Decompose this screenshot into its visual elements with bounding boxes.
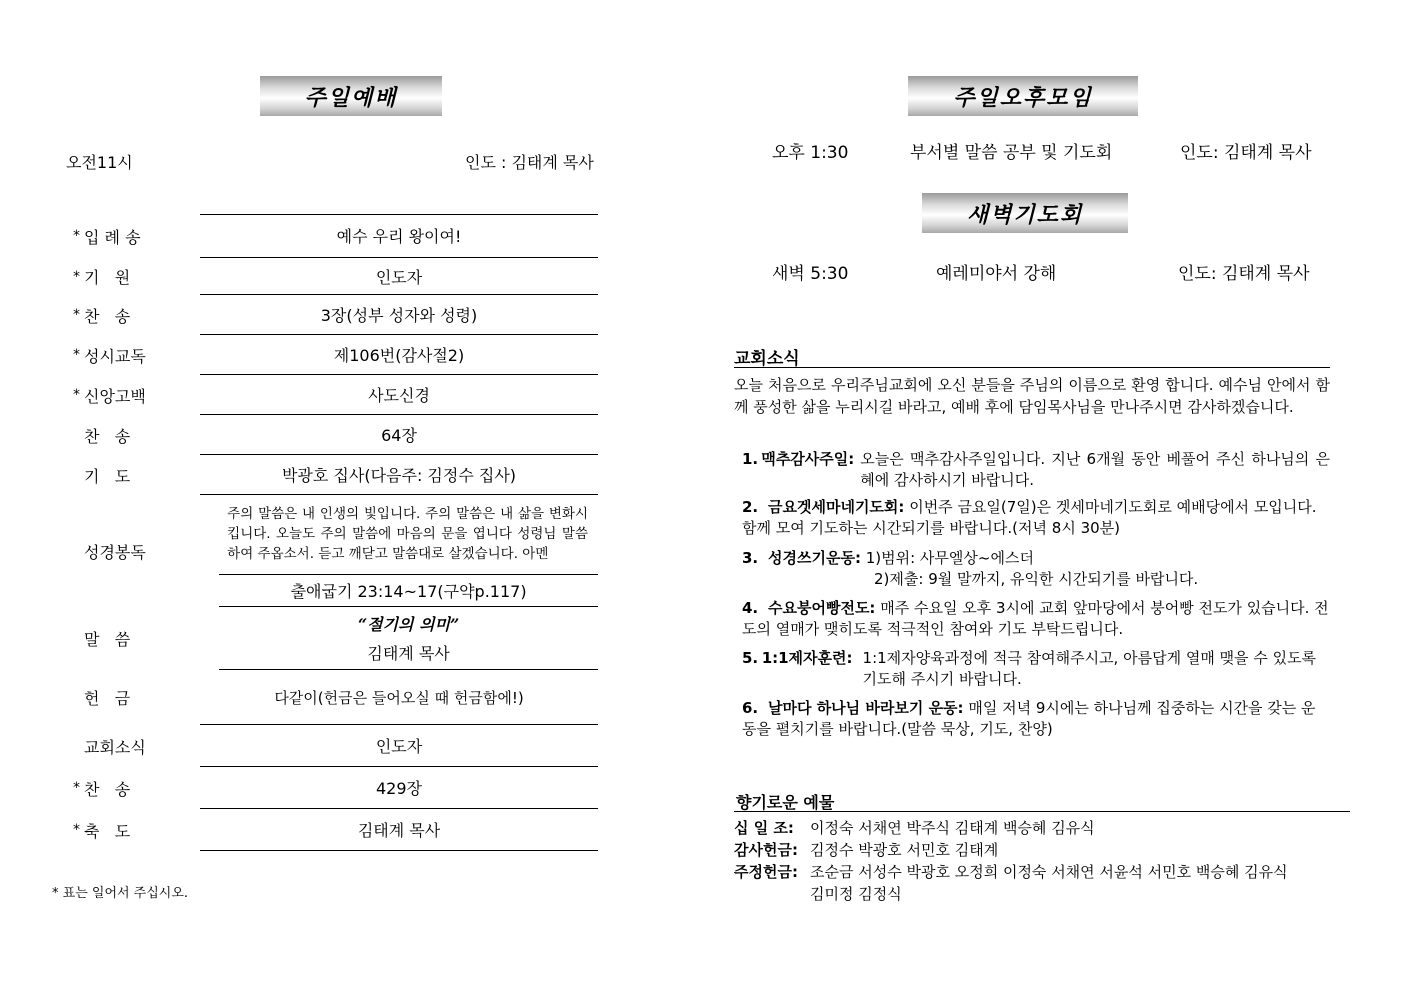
order-row <box>58 415 598 455</box>
order-value: 64장 <box>381 426 417 445</box>
order-row <box>58 767 598 809</box>
news-item <box>742 598 1330 640</box>
gift-label: 감사헌금: <box>734 841 798 859</box>
news-item <box>742 648 1330 690</box>
order-value: 인도자 <box>375 737 423 756</box>
order-value: 429장 <box>376 779 422 798</box>
dawn-banner <box>922 193 1128 233</box>
sermon-label: 말 씀 <box>84 630 131 649</box>
order-value: 다같이(헌금은 들어오실 때 헌금함에!) <box>274 688 524 707</box>
dawn-time: 새벽 5:30 <box>772 264 849 284</box>
stand-marker: * <box>73 822 80 838</box>
news-item-title: 성경쓰기운동: <box>768 549 861 567</box>
afternoon-time: 오후 1:30 <box>772 143 849 163</box>
order-row <box>58 725 598 767</box>
sermon-title: “절기의 의미” <box>357 615 460 634</box>
reading-prayer: 주의 말씀은 내 인생의 빛입니다. 주의 말씀은 내 삶을 변화시킵니다. 오늘도 주의 말씀에 마음의 문을 엽니다 성령님 말씀하여 주옵소서. 듣고 깨닫고 말씀대로 살겠습니다. 아멘 <box>219 495 598 575</box>
news-item <box>742 698 1330 740</box>
order-label: 신앙고백 <box>84 386 146 406</box>
dawn-banner-title: 새벽기도회 <box>966 202 1084 228</box>
stand-marker: * <box>73 780 80 796</box>
gift-names: 조순금 서성수 박광호 오정희 이정숙 서채연 서윤석 서민호 백승혜 김유식 <box>810 863 1288 881</box>
news-item-title: 금요겟세마네기도회: <box>768 498 905 516</box>
order-value: 박광호 집사(다음주: 김정수 집사) <box>281 466 517 485</box>
news-item <box>742 449 1330 491</box>
gifts-title: 향기로운 예물 <box>736 793 835 812</box>
order-row <box>58 809 598 851</box>
order-row <box>58 455 598 495</box>
stand-marker: * <box>73 307 80 323</box>
news-item-text: 매일 저녁 9시에는 하나님께 집중하는 시간을 갖는 운동을 펼치기를 바랍니다.(말씀 묵상, 기도, 찬양) <box>742 699 1316 738</box>
gift-label: 십 일 조: <box>734 819 794 837</box>
footnote: * 표는 일어서 주십시오. <box>52 886 189 901</box>
order-label: 축 도 <box>84 821 131 841</box>
order-label: 찬 송 <box>84 779 131 799</box>
gift-label: 주정헌금: <box>734 863 798 881</box>
worship-banner <box>260 76 442 116</box>
gifts-title-rule <box>734 811 1350 812</box>
gift-names: 김미정 김정식 <box>810 885 902 903</box>
order-row <box>58 295 598 335</box>
news-item <box>742 548 1330 590</box>
order-label: 입 례 송 <box>84 227 141 247</box>
dawn-leader: 인도: 김태계 목사 <box>1178 264 1310 284</box>
news-title: 교회소식 <box>734 349 800 369</box>
afternoon-desc: 부서별 말씀 공부 및 기도회 <box>910 143 1113 163</box>
order-value: 인도자 <box>375 267 423 287</box>
order-label: 찬 송 <box>84 306 131 326</box>
stand-marker: * <box>73 347 80 363</box>
news-number: 5. <box>742 649 759 667</box>
order-row-reading <box>58 495 598 607</box>
news-item-title: 맥추감사주일: <box>761 450 855 468</box>
news-item <box>742 497 1330 539</box>
stand-marker: * <box>73 387 80 403</box>
order-row <box>58 375 598 415</box>
news-item-title: 날마다 하나님 바라보기 운동: <box>768 699 964 717</box>
news-number: 6. <box>742 699 759 717</box>
reading-label: 성경봉독 <box>84 542 146 562</box>
reading-reference: 출애굽기 23:14~17(구약p.117) <box>219 575 598 607</box>
order-label: 헌 금 <box>84 689 131 708</box>
order-row <box>58 335 598 375</box>
news-number: 1. <box>742 450 759 468</box>
news-item-text: 오늘은 맥추감사주일입니다. 지난 6개월 동안 베풀어 주신 하나님의 은혜에 감사하시기 바랍니다. <box>860 450 1330 489</box>
afternoon-banner-title: 주일오후모임 <box>953 85 1093 111</box>
news-item-text: 1)범위: 사무엘상~에스더 <box>865 549 1034 567</box>
order-value: 3장(성부 성자와 성령) <box>320 306 478 325</box>
worship-leader: 인도 : 김태계 목사 <box>465 153 594 172</box>
stand-marker: * <box>73 268 80 285</box>
order-row <box>58 670 598 725</box>
dawn-desc: 예레미야서 강해 <box>936 264 1057 284</box>
news-item-text: 매주 수요일 오후 3시에 교회 앞마당에서 붕어빵 전도가 있습니다. 전도의 열매가 맺히도록 적극적인 참여와 기도 부탁드립니다. <box>742 599 1329 638</box>
news-number: 4. <box>742 599 759 617</box>
gift-names: 이정숙 서채연 박주식 김태계 백승혜 김유식 <box>810 819 1095 837</box>
order-value: 예수 우리 왕이여! <box>336 227 462 246</box>
stand-marker: * <box>73 228 80 244</box>
gift-names: 김정수 박광호 서민호 김태계 <box>810 841 999 859</box>
news-number: 2. <box>742 498 759 516</box>
order-value: 사도신경 <box>368 386 430 405</box>
worship-banner-title: 주일예배 <box>304 85 398 111</box>
gift-row <box>734 839 998 861</box>
afternoon-leader: 인도: 김태계 목사 <box>1180 143 1312 163</box>
news-item-title: 1:1제자훈련: <box>761 649 853 667</box>
order-label: 기 도 <box>84 466 131 486</box>
order-row-sermon <box>58 607 598 670</box>
worship-time: 오전11시 <box>66 153 133 172</box>
order-row <box>58 214 598 258</box>
order-row <box>58 258 598 295</box>
order-label: 성시교독 <box>84 346 146 366</box>
afternoon-banner <box>908 76 1138 116</box>
news-item-text: 이번주 금요일(7일)은 겟세마네기도회로 예배당에서 모입니다. 함께 모여 기도하는 시간되기를 바랍니다.(저녁 8시 30분) <box>742 498 1317 537</box>
news-item-text: 1:1제자양육과정에 적극 참여해주시고, 아름답게 열매 맺을 수 있도록 기도해 주시기 바랍니다. <box>862 649 1317 688</box>
order-label: 기 원 <box>84 268 131 287</box>
order-label: 찬 송 <box>84 426 131 446</box>
gift-row <box>734 817 1095 839</box>
order-value: 제106번(감사절2) <box>333 346 465 365</box>
news-title-rule <box>734 367 1330 368</box>
news-number: 3. <box>742 549 759 567</box>
order-label: 교회소식 <box>84 737 146 757</box>
order-of-worship <box>58 214 598 851</box>
news-item-text: 2)제출: 9월 말까지, 유익한 시간되기를 바랍니다. <box>874 570 1199 588</box>
sermon-preacher: 김태계 목사 <box>367 644 450 663</box>
news-item-title: 수요붕어빵전도: <box>768 599 876 617</box>
news-intro: 오늘 처음으로 우리주님교회에 오신 분들을 주님의 이름으로 환영 합니다. 예수님 안에서 함께 풍성한 삶을 누리시길 바라고, 예배 후에 담임목사님을 만나주시면 감사하겠습니다. <box>734 376 1330 416</box>
gift-row-continued <box>734 883 902 905</box>
gift-row <box>734 861 1288 883</box>
order-value: 김태계 목사 <box>357 821 441 840</box>
